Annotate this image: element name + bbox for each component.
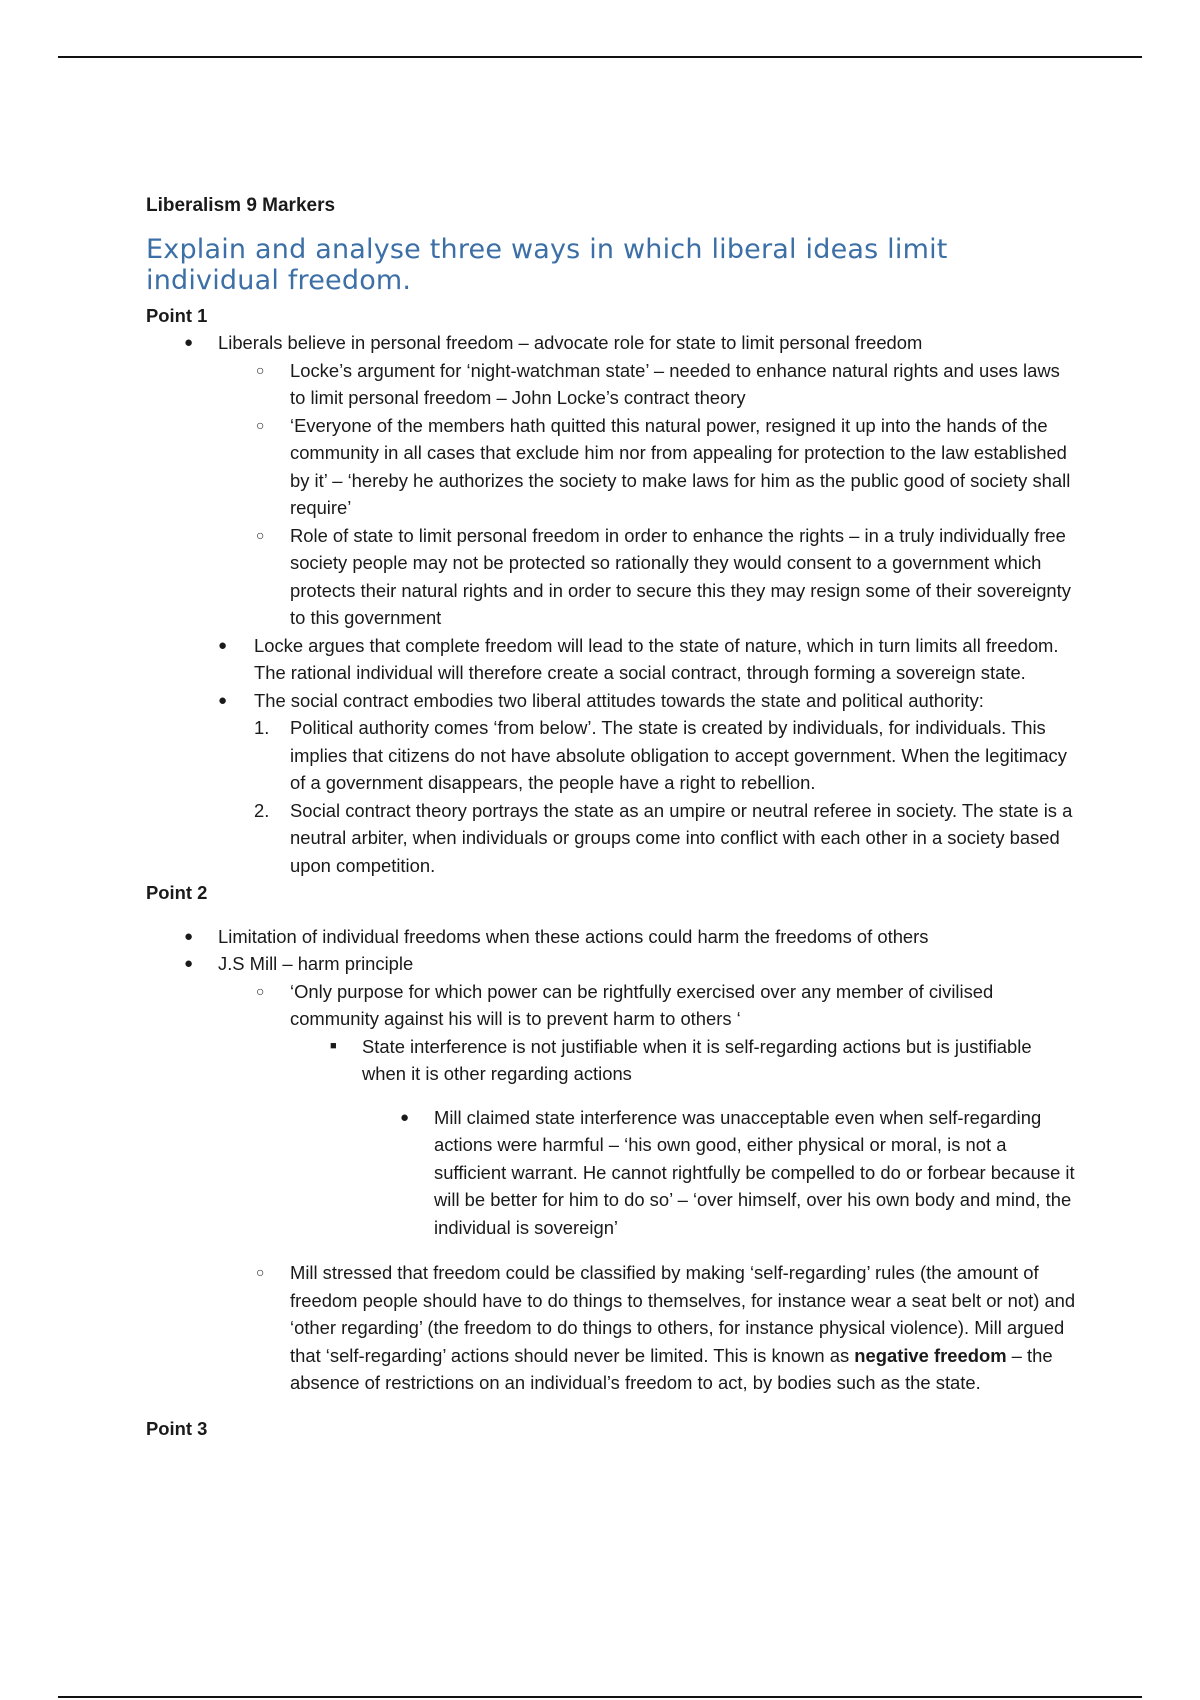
document-title: Liberalism 9 Markers bbox=[146, 195, 336, 216]
list-item: ■ State interference is not justifiable when it is self-regarding actions but is justifiable when it is other regarding actions bbox=[146, 1033, 1076, 1088]
square-bullet-marker: ■ bbox=[330, 1039, 337, 1052]
list-item: ● Locke argues that complete freedom will lead to the state of nature, which in turn limits all freedom. The rational individual will therefore create a social contract, through forming a sovereign state. bbox=[146, 632, 1076, 687]
list-item: ○ Locke’s argument for ‘night-watchman state’ – needed to enhance natural rights and uses laws to limit personal freedom – John Locke’s contract theory bbox=[146, 357, 1076, 412]
circle-bullet-marker: ○ bbox=[256, 361, 265, 378]
number-marker: 2. bbox=[254, 799, 270, 821]
circle-bullet-marker: ○ bbox=[256, 416, 265, 433]
point-1-heading: Point 1 bbox=[146, 304, 208, 326]
numbered-item: 1. Political authority comes ‘from below’. The state is created by individuals, for individuals. This implies that citizens do not have absolute obligation to accept government. When the legitimacy of a government disappears, the people have a right to rebellion. bbox=[146, 714, 1076, 797]
circle-bullet-marker: ○ bbox=[256, 1264, 265, 1280]
bullet-marker: ● bbox=[218, 691, 228, 709]
question-heading: Explain and analyse three ways in which liberal ideas limit individual freedom. bbox=[146, 233, 948, 296]
list-item: ○ ‘Only purpose for which power can be rightfully exercised over any member of civilised community against his will is to prevent harm to others ‘ bbox=[146, 978, 1076, 1033]
numbered-item: 2. Social contract theory portrays the state as an umpire or neutral referee in society. The state is a neutral arbiter, when individuals or groups come into conflict with each other in a society based upon competition. bbox=[146, 797, 1076, 880]
list-item: ● The social contract embodies two liberal attitudes towards the state and political authority: bbox=[146, 687, 1076, 715]
list-item: ● Liberals believe in personal freedom – advocate role for state to limit personal freedom bbox=[146, 329, 1076, 357]
list-item: ○ Mill stressed that freedom could be classified by making ‘self-regarding’ rules (the amount of freedom people should have to do things to themselves, for instance wear a seat belt or not) and ‘other regarding’ (the freedom to do things to others, for instance physical violence). Mill argued that ‘self-regarding’ actions should never be limited. This is known as negative freedom – the absence of restrictions on an individual’s freedom to act, by bodies such as the state. bbox=[146, 1259, 1076, 1397]
bullet-marker: ● bbox=[184, 927, 194, 945]
document-body bbox=[146, 192, 1076, 1442]
circle-bullet-marker: ○ bbox=[256, 526, 265, 543]
point-3-heading: Point 3 bbox=[146, 1417, 208, 1439]
negative-freedom-term: negative freedom bbox=[854, 1344, 1007, 1366]
list-item: ○ ‘Everyone of the members hath quitted this natural power, resigned it up into the hands of the community in all cases that exclude him nor from appealing for protection to the law established by it’ – ‘hereby he authorizes the society to make laws for him as the public good of society shall require’ bbox=[146, 412, 1076, 522]
list-item: ○ Role of state to limit personal freedom in order to enhance the rights – in a truly individually free society people may not be protected so rationally they would consent to a government which protects their natural rights and in order to secure this they may resign some of their sovereignty to this government bbox=[146, 522, 1076, 632]
point-2-heading: Point 2 bbox=[146, 882, 208, 903]
circle-bullet-marker: ○ bbox=[256, 982, 265, 999]
list-item: ● Limitation of individual freedoms when these actions could harm the freedoms of others bbox=[146, 923, 1076, 951]
list-item: ● J.S Mill – harm principle bbox=[146, 950, 1076, 978]
bullet-marker: ● bbox=[184, 955, 194, 972]
bullet-marker: ● bbox=[218, 636, 228, 654]
header-rule bbox=[58, 56, 1142, 58]
bullet-marker: ● bbox=[400, 1108, 410, 1126]
list-item: ● Mill claimed state interference was unacceptable even when self-regarding actions were harmful – ‘his own good, either physical or moral, is not a sufficient warrant. He cannot rightfully be compelled to do or forbear because it will be better for him to do so’ – ‘over himself, over his own body and mind, the individual is sovereign’ bbox=[146, 1104, 1076, 1242]
bullet-marker: ● bbox=[184, 334, 194, 351]
number-marker: 1. bbox=[254, 717, 270, 738]
footer-rule bbox=[58, 1696, 1142, 1698]
